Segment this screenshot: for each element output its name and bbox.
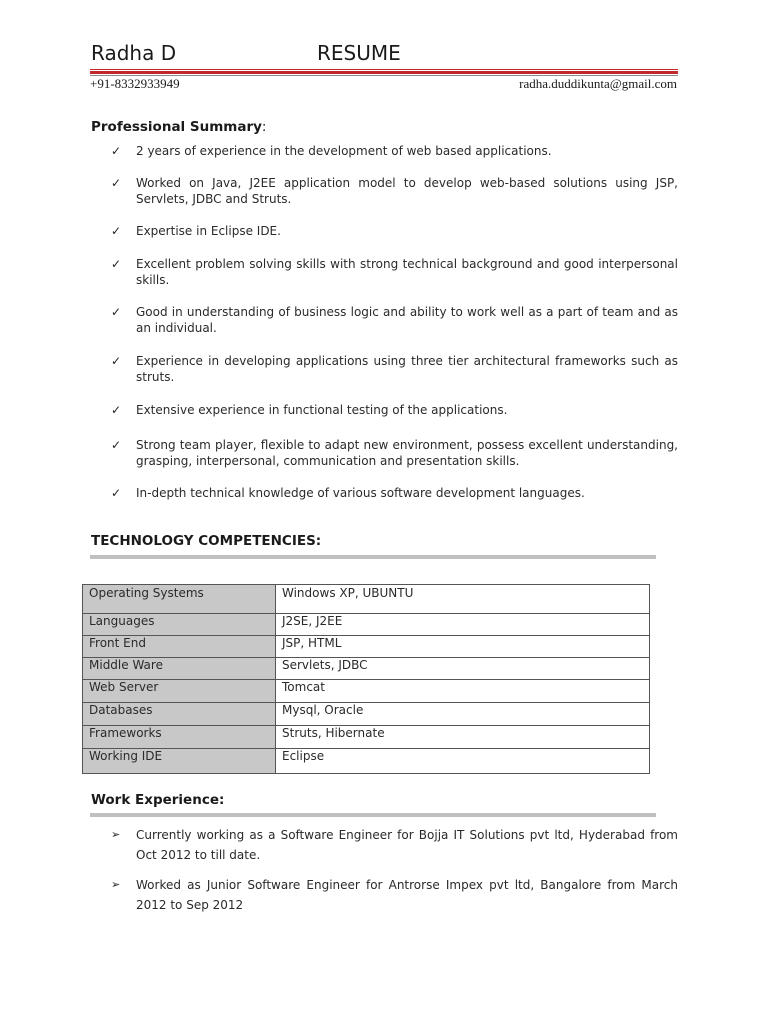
summary-item: ✓ Extensive experience in functional testing of the applications. xyxy=(111,403,508,417)
summary-item: ✓ Worked on Java, J2EE application model to develop web-based solutions using JSP, Servlets, JDBC and Struts. xyxy=(111,176,678,206)
summary-item: ✓ Strong team player, flexible to adapt new environment, possess excellent understanding, grasping, interpersonal, communication and presentation skills. xyxy=(111,438,678,468)
arrowhead-icon: ➢ xyxy=(111,878,121,891)
table-label-cell: Web Server xyxy=(83,680,276,703)
work-item: ➢ Currently working as a Software Engineer for Bojja IT Solutions pvt ltd, Hyderabad from Oct 2012 to till date. xyxy=(108,825,678,865)
phone-number: +91-8332933949 xyxy=(90,76,180,91)
summary-item: ✓ 2 years of experience in the development of web based applications. xyxy=(111,144,552,158)
checkmark-icon: ✓ xyxy=(111,403,122,417)
table-row xyxy=(83,614,650,636)
header-rule-top xyxy=(90,69,678,70)
table-row xyxy=(83,703,650,726)
work-divider xyxy=(90,813,656,817)
summary-item: ✓ Experience in developing applications using three tier architectural frameworks such as struts. xyxy=(111,354,678,384)
table-value-cell: Struts, Hibernate xyxy=(276,726,650,749)
work-item: ➢ Worked as Junior Software Engineer for Antrorse Impex pvt ltd, Bangalore from March 2012 to Sep 2012 xyxy=(108,875,678,915)
table-label-cell: Languages xyxy=(83,614,276,636)
checkmark-icon: ✓ xyxy=(111,486,122,500)
table-label-cell: Frameworks xyxy=(83,726,276,749)
checkmark-icon: ✓ xyxy=(111,176,122,190)
summary-list xyxy=(108,143,678,501)
table-value-cell: J2SE, J2EE xyxy=(276,614,650,636)
table-label-cell: Front End xyxy=(83,636,276,658)
table-value-cell: Eclipse xyxy=(276,749,650,774)
table-label-cell: Operating Systems xyxy=(83,585,276,614)
table-row xyxy=(83,658,650,680)
checkmark-icon: ✓ xyxy=(111,354,122,368)
table-row xyxy=(83,680,650,703)
summary-heading-text: Professional Summary xyxy=(91,119,262,135)
table-row xyxy=(83,726,650,749)
document-title: RESUME xyxy=(317,41,401,65)
table-value-cell: Mysql, Oracle xyxy=(276,703,650,726)
table-value-cell: Windows XP, UBUNTU xyxy=(276,585,650,614)
summary-item: ✓ Expertise in Eclipse IDE. xyxy=(111,224,281,238)
table-value-cell: Tomcat xyxy=(276,680,650,703)
work-heading: Work Experience: xyxy=(91,792,225,808)
checkmark-icon: ✓ xyxy=(111,305,122,319)
table-row xyxy=(83,585,650,614)
checkmark-icon: ✓ xyxy=(111,257,122,271)
header-rule-main xyxy=(90,71,678,74)
table-label-cell: Databases xyxy=(83,703,276,726)
summary-item: ✓ Excellent problem solving skills with strong technical background and good interpersonal skills. xyxy=(111,257,678,287)
table-value-cell: Servlets, JDBC xyxy=(276,658,650,680)
table-label-cell: Middle Ware xyxy=(83,658,276,680)
work-list xyxy=(108,825,678,915)
summary-item: ✓ In-depth technical knowledge of various software development languages. xyxy=(111,486,585,500)
technology-heading: TECHNOLOGY COMPETENCIES: xyxy=(91,533,322,549)
summary-item: ✓ Good in understanding of business logic and ability to work well as a part of team and as an individual. xyxy=(111,305,678,335)
arrowhead-icon: ➢ xyxy=(111,828,121,841)
summary-heading-colon: : xyxy=(261,119,267,135)
summary-heading xyxy=(91,119,266,135)
table-value-cell: JSP, HTML xyxy=(276,636,650,658)
table-label-cell: Working IDE xyxy=(83,749,276,774)
technology-divider xyxy=(90,555,656,559)
checkmark-icon: ✓ xyxy=(111,144,122,158)
email-address: radha.duddikunta@gmail.com xyxy=(519,76,677,91)
table-row xyxy=(83,636,650,658)
checkmark-icon: ✓ xyxy=(111,224,122,238)
technology-table xyxy=(82,584,650,774)
table-row xyxy=(83,749,650,774)
candidate-name: Radha D xyxy=(91,41,177,65)
checkmark-icon: ✓ xyxy=(111,438,122,452)
